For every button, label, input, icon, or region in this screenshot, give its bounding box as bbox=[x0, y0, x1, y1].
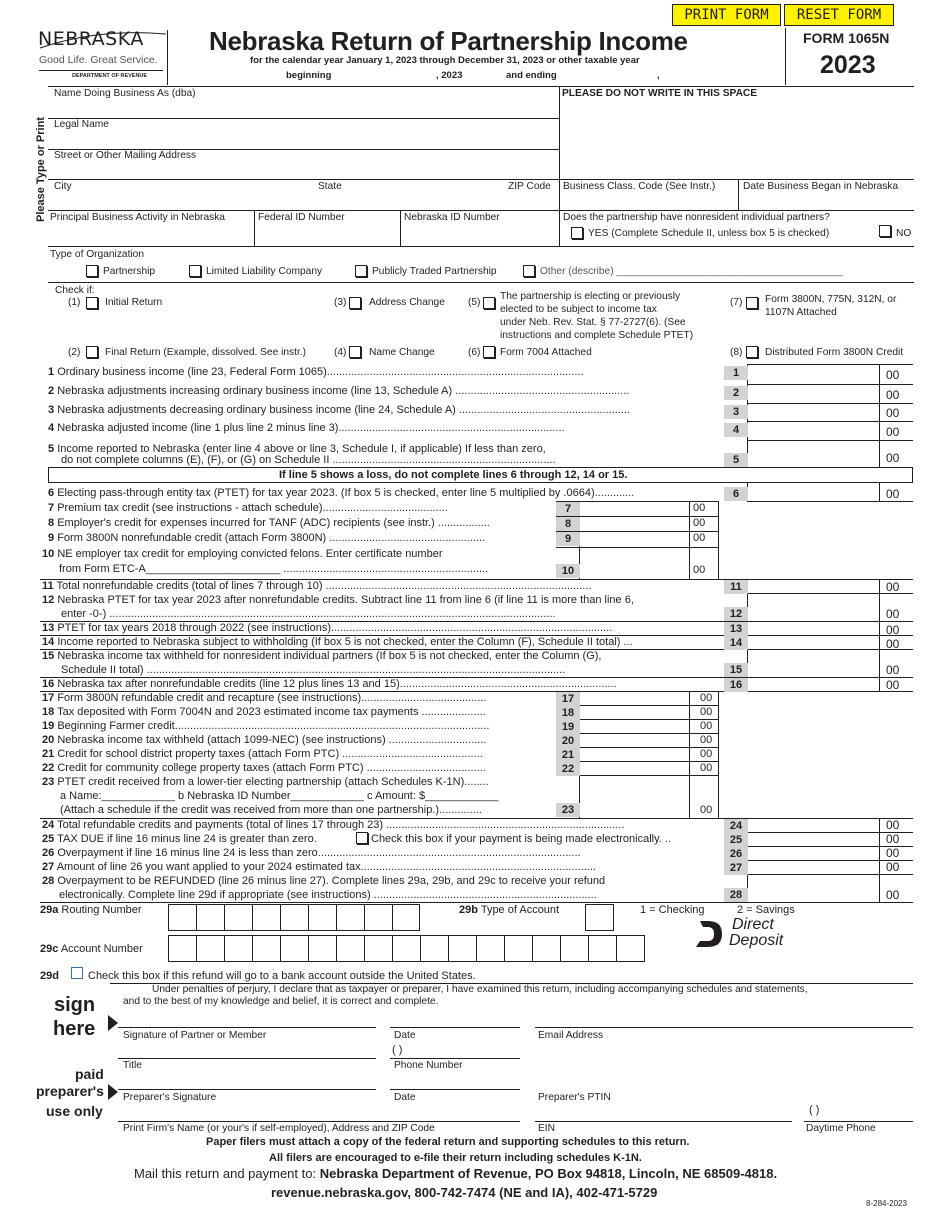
line8: 8 Employer's credit for expenses incurred for TANF (ADC) recipients (see instr.) ................. bbox=[48, 517, 490, 529]
line17-amount[interactable] bbox=[580, 692, 689, 705]
line4-num: 4 bbox=[724, 423, 748, 437]
sign-arrow-icon bbox=[108, 1015, 118, 1031]
address-change-label: Address Change bbox=[369, 297, 445, 308]
org-type-label: Type of Organization bbox=[50, 249, 145, 260]
daytime-paren: ( ) bbox=[809, 1104, 820, 1116]
line12-cents: 00 bbox=[886, 607, 900, 621]
line10-num: 10 bbox=[556, 564, 580, 578]
line18-num: 18 bbox=[556, 706, 580, 720]
line13-amount[interactable] bbox=[748, 622, 879, 635]
perjury-line2: and to the best of my knowledge and belief, it is correct and complete. bbox=[123, 996, 439, 1007]
line3-text: Nebraska adjustments decreasing ordinary business income (line 24, Schedule A) ........................................................ bbox=[57, 404, 631, 416]
line15-cents: 00 bbox=[886, 663, 900, 677]
firm-label: Print Firm's Name (or your's if self-employed), Address and ZIP Code bbox=[123, 1123, 435, 1134]
line26-num: 26 bbox=[724, 847, 748, 861]
line16-amount[interactable] bbox=[748, 678, 879, 691]
line13: 13 PTET for tax years 2018 through 2022 (see instructions)............................................................................................ bbox=[42, 622, 613, 634]
line25-amount[interactable] bbox=[748, 833, 879, 846]
do-not-write-label: PLEASE DO NOT WRITE IN THIS SPACE bbox=[562, 88, 758, 99]
routing-number-field[interactable] bbox=[168, 904, 420, 931]
title-label: Title bbox=[123, 1060, 142, 1071]
savings-label: 2 = Savings bbox=[737, 904, 795, 916]
line16: 16 Nebraska tax after nonrefundable credits (line 12 plus lines 13 and 15)....................................................................... bbox=[42, 678, 617, 690]
check1-num: (1) bbox=[68, 297, 81, 308]
direct-deposit-icon bbox=[694, 919, 726, 949]
electronic-payment-checkbox[interactable] bbox=[356, 832, 368, 844]
legal-name-field[interactable] bbox=[48, 131, 558, 147]
line4: 4 Nebraska adjusted income (line 1 plus line 2 minus line 3).......................................................................... bbox=[48, 422, 565, 434]
line25-num: 25 bbox=[724, 833, 748, 847]
line9-amount[interactable] bbox=[580, 532, 689, 546]
line23a-text: PTET credit received from a lower-tier electing partnership (attach Schedules K-1N)........ bbox=[57, 776, 489, 788]
preparers-label: preparer's bbox=[36, 1083, 104, 1099]
line4-amount[interactable] bbox=[748, 422, 879, 439]
line21-cents: 00 bbox=[700, 748, 713, 760]
line8-num: 8 bbox=[556, 517, 580, 531]
line10-amount[interactable] bbox=[580, 548, 689, 578]
line14: 14 Income reported to Nebraska subject to withholding (If box 5 is not checked, enter the Column (F), Schedule II total) ... bbox=[42, 636, 633, 648]
line22-num: 22 bbox=[556, 762, 580, 776]
form-7004-label: Form 7004 Attached bbox=[500, 347, 592, 358]
line29c: 29c Account Number bbox=[40, 943, 143, 955]
neid-label: Nebraska ID Number bbox=[404, 212, 500, 223]
check5-num: (5) bbox=[468, 297, 481, 308]
line7: 7 Premium tax credit (see instructions - attach schedule)......................................... bbox=[48, 502, 448, 514]
sign-date-label: Date bbox=[394, 1030, 416, 1041]
line3-cents: 00 bbox=[886, 406, 900, 420]
line1-amount[interactable] bbox=[748, 365, 879, 384]
line4-cents: 00 bbox=[886, 425, 900, 439]
date-began-label: Date Business Began in Nebraska bbox=[743, 181, 899, 192]
line2-cents: 00 bbox=[886, 388, 900, 402]
line24-amount[interactable] bbox=[748, 819, 879, 832]
line19-cents: 00 bbox=[700, 720, 713, 732]
line11-num: 11 bbox=[724, 580, 748, 594]
line12a: 12 Nebraska PTET for tax year 2023 after nonrefundable credits. Subtract line 11 from line 6 (if line 11 is more than line 6, bbox=[42, 594, 634, 606]
line17-cents: 00 bbox=[700, 692, 713, 704]
line1-cents: 00 bbox=[886, 368, 900, 382]
distributed-3800n-label: Distributed Form 3800N Credit bbox=[765, 347, 904, 358]
line21: 21 Credit for school district property taxes (attach Form PTC) .............................................. bbox=[42, 748, 483, 760]
footer-mail-address: Nebraska Department of Revenue, PO Box 94818, Lincoln, NE 68509-4818. bbox=[319, 1166, 778, 1181]
line27-num: 27 bbox=[724, 861, 748, 875]
line12a-text: Nebraska PTET for tax year 2023 after nonrefundable credits. Subtract line 11 from line 6 (if line 11 is more than line 6, bbox=[57, 594, 634, 606]
line23-num: 23 bbox=[556, 803, 580, 817]
org-other-checkbox[interactable] bbox=[523, 265, 535, 277]
line12-amount[interactable] bbox=[748, 594, 879, 620]
line13-cents: 00 bbox=[886, 623, 900, 637]
phone-paren: ( ) bbox=[392, 1044, 403, 1056]
line1: 1 Ordinary business income (line 23, Federal Form 1065).................................................................................... bbox=[48, 366, 584, 378]
check5-line2: elected to be subject to income tax bbox=[500, 304, 657, 315]
line11-cents: 00 bbox=[886, 580, 900, 594]
daytime-phone-label: Daytime Phone bbox=[806, 1123, 876, 1134]
org-ptp-label: Publicly Traded Partnership bbox=[372, 266, 497, 277]
sign-label: sign bbox=[54, 994, 96, 1016]
line14-num: 14 bbox=[724, 636, 748, 650]
form-code: 8-284-2023 bbox=[866, 1199, 907, 1208]
side-label: Please Type or Print bbox=[35, 117, 47, 222]
email-field[interactable] bbox=[535, 1042, 913, 1056]
line19-amount[interactable] bbox=[580, 720, 689, 733]
line10-cents: 00 bbox=[693, 564, 706, 576]
logo-tagline: Good Life. Great Service. bbox=[39, 54, 158, 66]
line27: 27 Amount of line 26 you want applied to your 2024 estimated tax............................................................................. bbox=[42, 861, 596, 873]
line29a: 29a Routing Number bbox=[40, 904, 142, 916]
line28a: 28 Overpayment to be REFUNDED (line 26 minus line 27). Complete lines 29a, 29b, and 29c to receive your refund bbox=[42, 875, 606, 887]
line6-num: 6 bbox=[724, 487, 748, 501]
line7-amount[interactable] bbox=[580, 502, 689, 515]
nonres-no-label: NO bbox=[896, 228, 912, 239]
line15-amount[interactable] bbox=[748, 650, 879, 677]
line20-amount[interactable] bbox=[580, 734, 689, 747]
line1-text: Ordinary business income (line 23, Federal Form 1065).................................................................................... bbox=[57, 366, 584, 378]
check6-num: (6) bbox=[468, 347, 481, 358]
zip-label: ZIP Code bbox=[508, 181, 551, 192]
line23a: 23 PTET credit received from a lower-tier electing partnership (attach Schedules K-1N)........ bbox=[42, 776, 489, 788]
line29a-text: Routing Number bbox=[61, 904, 142, 916]
line22-cents: 00 bbox=[700, 762, 713, 774]
line7-cents: 00 bbox=[693, 502, 706, 514]
line11-amount[interactable] bbox=[748, 580, 879, 593]
logo-swoosh-icon bbox=[38, 26, 168, 52]
use-only-label: use only bbox=[46, 1103, 103, 1119]
line26: 26 Overpayment if line 16 minus line 24 is less than zero...................................................................................... bbox=[42, 847, 581, 859]
org-llc-checkbox[interactable] bbox=[189, 265, 201, 277]
line3: 3 Nebraska adjustments decreasing ordinary business income (line 24, Schedule A) ........................................................ bbox=[48, 404, 631, 416]
line3-amount[interactable] bbox=[748, 404, 879, 420]
line6-cents: 00 bbox=[886, 487, 900, 501]
org-llc-label: Limited Liability Company bbox=[206, 266, 323, 277]
line29b-text: Type of Account bbox=[480, 904, 560, 916]
account-number-field[interactable] bbox=[168, 935, 645, 962]
nonres-no-checkbox[interactable] bbox=[879, 225, 891, 237]
direct-label: Direct bbox=[732, 916, 774, 933]
preparer-arrow-icon bbox=[108, 1084, 118, 1100]
line27-amount[interactable] bbox=[748, 861, 879, 874]
line18-text: Tax deposited with Form 7004N and 2023 estimated income tax payments ..................... bbox=[57, 706, 486, 718]
check5-line3: under Neb. Rev. Stat. § 77-2727(6). (See bbox=[500, 317, 686, 328]
line2: 2 Nebraska adjustments increasing ordinary business income (line 13, Schedule A) ......................................................... bbox=[48, 385, 630, 397]
check5-line1: The partnership is electing or previously bbox=[500, 291, 681, 302]
logo-dept: DEPARTMENT OF REVENUE bbox=[72, 73, 148, 79]
bus-class-label: Business Class. Code (See Instr.) bbox=[563, 181, 716, 192]
print-form-button[interactable]: PRINT FORM bbox=[672, 4, 781, 26]
line5a-text: Income reported to Nebraska (enter line 4 above or line 3, Schedule I, if applicable) If less than zero, bbox=[57, 443, 546, 455]
line17-text: Form 3800N refundable credit and recapture (see instructions)......................................... bbox=[57, 692, 487, 704]
line11-text: Total nonrefundable credits (total of lines 7 through 10) ....................................................................................... bbox=[56, 580, 592, 592]
line24-cents: 00 bbox=[886, 818, 900, 832]
line26-amount[interactable] bbox=[748, 847, 879, 860]
address-change-checkbox[interactable] bbox=[349, 297, 361, 309]
line22-amount[interactable] bbox=[580, 762, 689, 775]
line4-text: Nebraska adjusted income (line 1 plus line 2 minus line 3).......................................................................... bbox=[57, 422, 565, 434]
loss-notice bbox=[48, 467, 913, 483]
check3-num: (3) bbox=[334, 297, 347, 308]
line23-cents: 00 bbox=[700, 804, 713, 816]
line13-text: PTET for tax years 2018 through 2022 (see instructions)............................................................................................ bbox=[57, 622, 613, 634]
line17: 17 Form 3800N refundable credit and recapture (see instructions)......................................... bbox=[42, 692, 487, 704]
form-id: FORM 1065N bbox=[803, 30, 890, 46]
line2-amount[interactable] bbox=[748, 385, 879, 402]
line24-text: Total refundable credits and payments (total of lines 17 through 23) .............................................................................. bbox=[57, 819, 625, 831]
account-type-field[interactable] bbox=[585, 904, 614, 931]
line21-amount[interactable] bbox=[580, 748, 689, 761]
state-label: State bbox=[318, 181, 342, 192]
footer-line3 bbox=[134, 1166, 777, 1181]
line27-cents: 00 bbox=[886, 860, 900, 874]
line15b: Schedule II total) ......................................................................................................................................... bbox=[61, 664, 566, 676]
line8-amount[interactable] bbox=[580, 517, 689, 530]
line5-cents: 00 bbox=[886, 451, 900, 465]
org-other-label: Other (describe) ________________________________________ bbox=[540, 266, 844, 277]
form-7004-checkbox[interactable] bbox=[483, 346, 495, 358]
line20: 20 Nebraska income tax withheld (attach 1099-NEC) (see instructions) ................................ bbox=[42, 734, 487, 746]
name-change-checkbox[interactable] bbox=[349, 346, 361, 358]
line27-text: Amount of line 26 you want applied to your 2024 estimated tax............................................................................. bbox=[56, 861, 596, 873]
line5b: do not complete columns (E), (F), or (G) on Schedule II ......................................................................... bbox=[61, 454, 556, 466]
line6-text: Electing pass-through entity tax (PTET) for tax year 2023. (If box 5 is checked, enter line 5 multiplied by .0664)............. bbox=[57, 487, 635, 499]
nonres-yes-label: YES (Complete Schedule II, unless box 5 is checked) bbox=[588, 228, 830, 239]
line14-cents: 00 bbox=[886, 637, 900, 651]
ein-label: EIN bbox=[538, 1123, 555, 1134]
line20-num: 20 bbox=[556, 734, 580, 748]
line15a: 15 Nebraska income tax withheld for nonresident individual partners (If box 5 is not checked, enter the Column (G), bbox=[42, 650, 602, 662]
name-change-label: Name Change bbox=[369, 347, 435, 358]
line7-num: 7 bbox=[556, 502, 580, 516]
line15a-text: Nebraska income tax withheld for nonresident individual partners (If box 5 is not checked, enter the Column (G), bbox=[57, 650, 602, 662]
org-partnership-checkbox[interactable] bbox=[86, 265, 98, 277]
ptet-election-checkbox[interactable] bbox=[483, 297, 495, 309]
check7-line2: 1107N Attached bbox=[765, 307, 837, 318]
org-ptp-checkbox[interactable] bbox=[355, 265, 367, 277]
line23c: (Attach a schedule if the credit was received from more than one partnership.).............. bbox=[60, 804, 482, 816]
line19: 19 Beginning Farmer credit....................................................................................................... bbox=[42, 720, 490, 732]
line11: 11 Total nonrefundable credits (total of lines 7 through 10) ....................................................................................... bbox=[42, 580, 592, 592]
nonres-yes-checkbox[interactable] bbox=[571, 227, 583, 239]
line3-num: 3 bbox=[724, 405, 748, 419]
line5a: 5 Income reported to Nebraska (enter line 4 above or line 3, Schedule I, if applicable) If less than zero, bbox=[48, 443, 546, 455]
line6: 6 Electing pass-through entity tax (PTET) for tax year 2023. (If box 5 is checked, enter line 5 multiplied by .0664)............. bbox=[48, 487, 635, 499]
fein-label: Federal ID Number bbox=[258, 212, 345, 223]
line15-num: 15 bbox=[724, 663, 748, 677]
line16-text: Nebraska tax after nonrefundable credits (line 12 plus lines 13 and 15)....................................................................... bbox=[57, 678, 617, 690]
line22-text: Credit for community college property taxes (attach Form PTC) ....................................... bbox=[57, 762, 486, 774]
check7-num: (7) bbox=[730, 297, 743, 308]
line16-cents: 00 bbox=[886, 678, 900, 692]
line29d-num: 29d bbox=[40, 970, 59, 982]
line29b: 29b Type of Account bbox=[459, 904, 560, 916]
check4-num: (4) bbox=[334, 347, 347, 358]
line8-text: Employer's credit for expenses incurred for TANF (ADC) recipients (see instr.) ................. bbox=[57, 517, 490, 529]
line28-cents: 00 bbox=[886, 888, 900, 902]
form-year: 2023 bbox=[820, 51, 876, 79]
principal-label: Principal Business Activity in Nebraska bbox=[50, 212, 225, 223]
ending-label: and ending bbox=[506, 70, 557, 81]
ending-comma: , bbox=[657, 70, 660, 81]
legal-name-label: Legal Name bbox=[54, 119, 109, 130]
here-label: here bbox=[53, 1018, 96, 1040]
line5-amount[interactable] bbox=[748, 441, 879, 466]
prep-sig-label: Preparer's Signature bbox=[123, 1092, 217, 1103]
final-return-label: Final Return (Example, dissolved. See instr.) bbox=[105, 347, 307, 358]
org-partnership-label: Partnership bbox=[103, 266, 156, 277]
line13-num: 13 bbox=[724, 622, 748, 636]
line10a-text: NE employer tax credit for employing convicted felons. Enter certificate number bbox=[57, 548, 443, 560]
footer-line2: All filers are encouraged to e-file their return including schedules K-1N. bbox=[269, 1152, 642, 1164]
check7-line1: Form 3800N, 775N, 312N, or bbox=[765, 294, 897, 305]
line12-num: 12 bbox=[724, 607, 748, 621]
line28b: electronically. Complete line 29d if appropriate (see instructions) ......................................................................... bbox=[59, 889, 597, 901]
line16-num: 16 bbox=[724, 678, 748, 692]
distributed-3800n-checkbox[interactable] bbox=[746, 346, 758, 358]
line23-amount[interactable] bbox=[580, 776, 689, 817]
line1-num: 1 bbox=[724, 366, 748, 380]
line25: 25 TAX DUE if line 16 minus line 24 is greater than zero. bbox=[42, 833, 317, 845]
footer-line4: revenue.nebraska.gov, 800-742-7474 (NE and IA), 402-471-5729 bbox=[271, 1185, 658, 1200]
line9-text: Form 3800N nonrefundable credit (attach Form 3800N) ................................................... bbox=[57, 532, 486, 544]
street-label: Street or Other Mailing Address bbox=[54, 150, 197, 161]
footer-line1: Paper filers must attach a copy of the federal return and supporting schedules to this return. bbox=[206, 1136, 690, 1148]
email-label: Email Address bbox=[538, 1030, 604, 1041]
line9-cents: 00 bbox=[693, 532, 706, 544]
line19-text: Beginning Farmer credit....................................................................................................... bbox=[57, 720, 490, 732]
form-title: Nebraska Return of Partnership Income bbox=[209, 26, 688, 56]
phone-label: Phone Number bbox=[394, 1060, 463, 1071]
line14-text: Income reported to Nebraska subject to withholding (If box 5 is not checked, enter the Column (F), Schedule II total) ... bbox=[57, 636, 633, 648]
line12b: enter -0-) .................................................................................................................................................. bbox=[61, 608, 556, 620]
foreign-bank-checkbox[interactable] bbox=[71, 967, 83, 979]
line25-cents: 00 bbox=[886, 832, 900, 846]
line28-amount[interactable] bbox=[748, 875, 879, 901]
line26-text: Overpayment if line 16 minus line 24 is less than zero...................................................................................... bbox=[57, 847, 581, 859]
line28-num: 28 bbox=[724, 888, 748, 902]
form-subtitle: for the calendar year January 1, 2023 through December 31, 2023 or other taxable year bbox=[250, 55, 640, 66]
line10b: from Form ETC-A______________________ ................................................................... bbox=[59, 563, 489, 575]
line14-amount[interactable] bbox=[748, 636, 879, 649]
line8-cents: 00 bbox=[693, 517, 706, 529]
check-if-label: Check if: bbox=[55, 285, 95, 296]
initial-return-checkbox[interactable] bbox=[86, 297, 98, 309]
line23b: a Name:____________ b Nebraska ID Number____________ c Amount: $____________ bbox=[60, 790, 499, 802]
line25b: Check this box if your payment is being made electronically. .. bbox=[371, 833, 671, 845]
line28a-text: Overpayment to be REFUNDED (line 26 minus line 27). Complete lines 29a, 29b, and 29c to receive your refund bbox=[57, 875, 606, 887]
line24-num: 24 bbox=[724, 819, 748, 833]
line22: 22 Credit for community college property taxes (attach Form PTC) ....................................... bbox=[42, 762, 486, 774]
line2-num: 2 bbox=[724, 386, 748, 400]
perjury-line1: Under penalties of perjury, I declare that as taxpayer or preparer, I have examined this return, including accompanying schedules and statements, bbox=[152, 984, 808, 995]
line6-amount[interactable] bbox=[748, 484, 879, 501]
footer-mail-label: Mail this return and payment to: bbox=[134, 1166, 320, 1181]
checking-label: 1 = Checking bbox=[640, 904, 705, 916]
final-return-checkbox[interactable] bbox=[86, 346, 98, 358]
paid-label: paid bbox=[75, 1066, 104, 1082]
line29d-text: Check this box if this refund will go to a bank account outside the United States. bbox=[88, 970, 476, 982]
beginning-label: beginning bbox=[286, 70, 332, 81]
city-label: City bbox=[54, 181, 72, 192]
line18-amount[interactable] bbox=[580, 706, 689, 719]
line5-num: 5 bbox=[724, 453, 748, 467]
ptin-label: Preparer's PTIN bbox=[538, 1092, 611, 1103]
logo-name: NEBRASKA bbox=[38, 28, 144, 50]
line17-num: 17 bbox=[556, 692, 580, 706]
initial-return-label: Initial Return bbox=[105, 297, 163, 308]
check5-line4: instructions and complete Schedule PTET) bbox=[500, 330, 694, 341]
year-label: , 2023 bbox=[436, 70, 463, 81]
line24: 24 Total refundable credits and payments (total of lines 17 through 23) .............................................................................. bbox=[42, 819, 625, 831]
line9: 9 Form 3800N nonrefundable credit (attach Form 3800N) ................................................... bbox=[48, 532, 486, 544]
line10a: 10 NE employer tax credit for employing convicted felons. Enter certificate number bbox=[42, 548, 443, 560]
check2-num: (2) bbox=[68, 347, 81, 358]
line21-text: Credit for school district property taxes (attach Form PTC) .............................................. bbox=[57, 748, 483, 760]
line25a-text: TAX DUE if line 16 minus line 24 is greater than zero. bbox=[57, 833, 317, 845]
line9-num: 9 bbox=[556, 532, 580, 546]
line19-num: 19 bbox=[556, 720, 580, 734]
nebraska-logo bbox=[32, 28, 170, 84]
line7-text: Premium tax credit (see instructions - attach schedule)......................................... bbox=[57, 502, 448, 514]
dba-label: Name Doing Business As (dba) bbox=[54, 88, 196, 99]
line20-text: Nebraska income tax withheld (attach 1099-NEC) (see instructions) ................................ bbox=[57, 734, 487, 746]
sig-partner-label: Signature of Partner or Member bbox=[123, 1030, 267, 1041]
line18: 18 Tax deposited with Form 7004N and 2023 estimated income tax payments ..................... bbox=[42, 706, 486, 718]
check8-num: (8) bbox=[730, 347, 743, 358]
line26-cents: 00 bbox=[886, 846, 900, 860]
deposit-label: Deposit bbox=[729, 932, 784, 949]
line2-text: Nebraska adjustments increasing ordinary business income (line 13, Schedule A) ......................................................... bbox=[57, 385, 630, 397]
form-3800n-checkbox[interactable] bbox=[746, 297, 758, 309]
prep-date-label: Date bbox=[394, 1092, 416, 1103]
reset-form-button[interactable]: RESET FORM bbox=[784, 4, 894, 26]
line18-cents: 00 bbox=[700, 706, 713, 718]
street-field[interactable] bbox=[48, 162, 558, 178]
line21-num: 21 bbox=[556, 748, 580, 762]
dba-field[interactable] bbox=[48, 100, 558, 116]
nonres-question: Does the partnership have nonresident individual partners? bbox=[563, 212, 830, 223]
line29c-text: Account Number bbox=[60, 943, 143, 955]
line20-cents: 00 bbox=[700, 734, 713, 746]
loss-notice-text: If line 5 shows a loss, do not complete lines 6 through 12, 14 or 15. bbox=[279, 469, 628, 481]
